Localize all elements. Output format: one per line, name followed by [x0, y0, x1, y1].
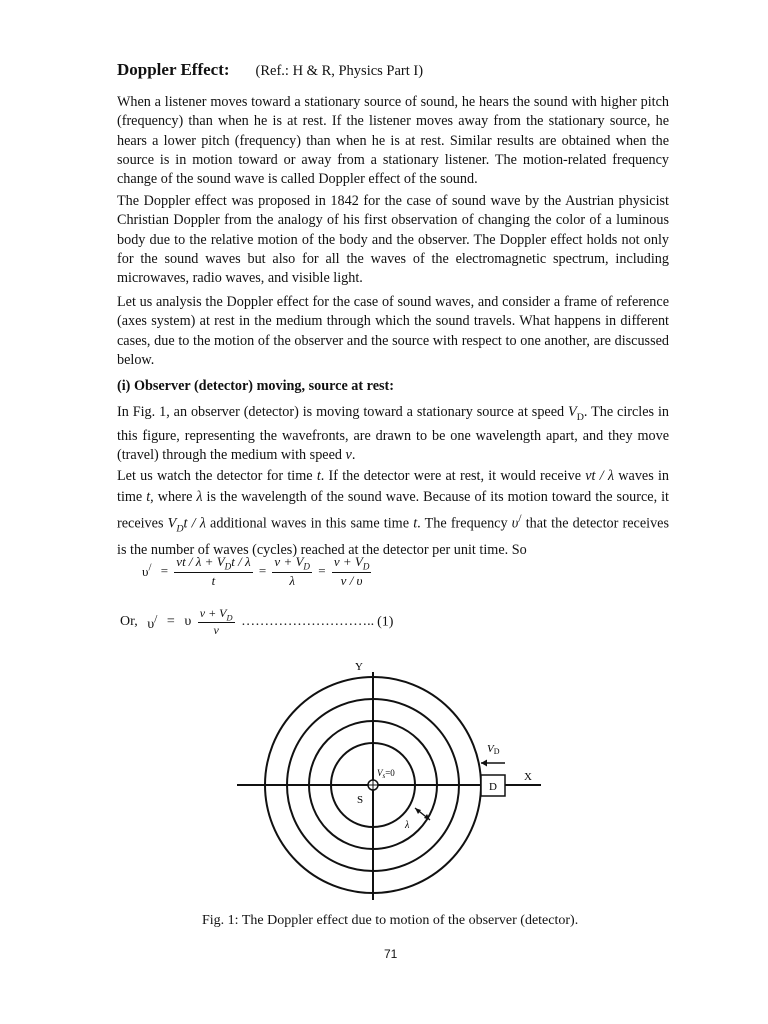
y-axis-label: Y: [355, 661, 363, 673]
fraction-1: $\frac{vt / \lambda + V_Dt / \lambda}{t}$: [176, 554, 251, 588]
doppler-figure: [237, 650, 547, 910]
arrow-head: [481, 760, 487, 767]
equation-frequency: υ/ = $\frac{vt / \lambda + V_Dt / \lambda}{t}$ = $\frac{v + V_D}{\lambda}$ = $\frac{v + V_D}{v / \upsilon}$: [142, 554, 370, 588]
lambda-label: λ: [405, 820, 410, 831]
paragraph-analysis: Let us analysis the Doppler effect for the case of sound waves, and consider a frame of reference (axes system) at rest in the medium through which the sound travels. What happens in different cases, due to the motion of the observer and the source with respect to one another, are discussed below.: [117, 294, 669, 368]
reference-note: (Ref.: H & R, Physics Part I): [255, 63, 424, 79]
subsection-heading: (i) Observer (detector) moving, source at rest:: [117, 378, 394, 394]
equation-1: Or, υ/ = υ $\frac{v + V_D}{v}$ ……………………….. (1): [120, 606, 394, 638]
fraction-eq1: $\frac{v + V_D}{v}$: [199, 606, 233, 638]
paragraph-fig-description: In Fig. 1, an observer (detector) is moving toward a stationary source at speed $V_D$. The circles in this figure, representing the wavefronts, are drawn to be one wavelength apart, and they move (travel) through the medium with speed v.: [117, 404, 669, 464]
vd-label: VD: [487, 743, 500, 756]
section-title: Doppler Effect:: [117, 60, 230, 79]
source-label: S: [357, 794, 364, 806]
detector-label: D: [489, 781, 497, 793]
doppler-diagram: [237, 650, 547, 905]
x-axis-label: X: [524, 771, 532, 783]
paragraph-history: The Doppler effect was proposed in 1842 for the case of sound wave by the Austrian physicist Christian Doppler from the analogy of his first observation of changing the color of a luminous body due to the relative motion of the body and the observer. The Doppler effect holds not only for the sound waves but also for all the waves of the electromagnetic spectrum, including microwaves, radio waves, and visible light.: [117, 193, 669, 287]
paragraph-derivation: Let us watch the detector for time t. If the detector were at rest, it would receive vt / λ waves in time t, where λ is the wavelength of the sound wave. Because of its motion toward the source, it receives $V_Dt$ / λ additional waves in this same time t. The frequency υ/ that the detector receives is the number of waves (cycles) reached at the detector per unit time. So: [117, 468, 670, 558]
page-number: 71: [384, 947, 398, 961]
fraction-2: $\frac{v + V_D}{\lambda}$: [274, 554, 310, 588]
equation-number: (1): [377, 614, 394, 630]
fraction-3: $\frac{v + V_D}{v / \upsilon}$: [333, 554, 370, 588]
vs-label: $V_s=0$: [377, 768, 395, 780]
figure-caption: Fig. 1: The Doppler effect due to motion of the observer (detector).: [202, 913, 579, 928]
title-line: [117, 60, 423, 80]
paragraph-intro: When a listener moves toward a stationary source of sound, he hears the sound with higher pitch (frequency) than when he is at rest. If the listener moves away from the stationary source, he hears a lower pitch (frequency) than when he is at rest. Similar results are obtained when the source is in motion toward or away from a stationary listener. The motion-related frequency change of the sound wave is called Doppler effect of the sound.: [117, 94, 669, 188]
